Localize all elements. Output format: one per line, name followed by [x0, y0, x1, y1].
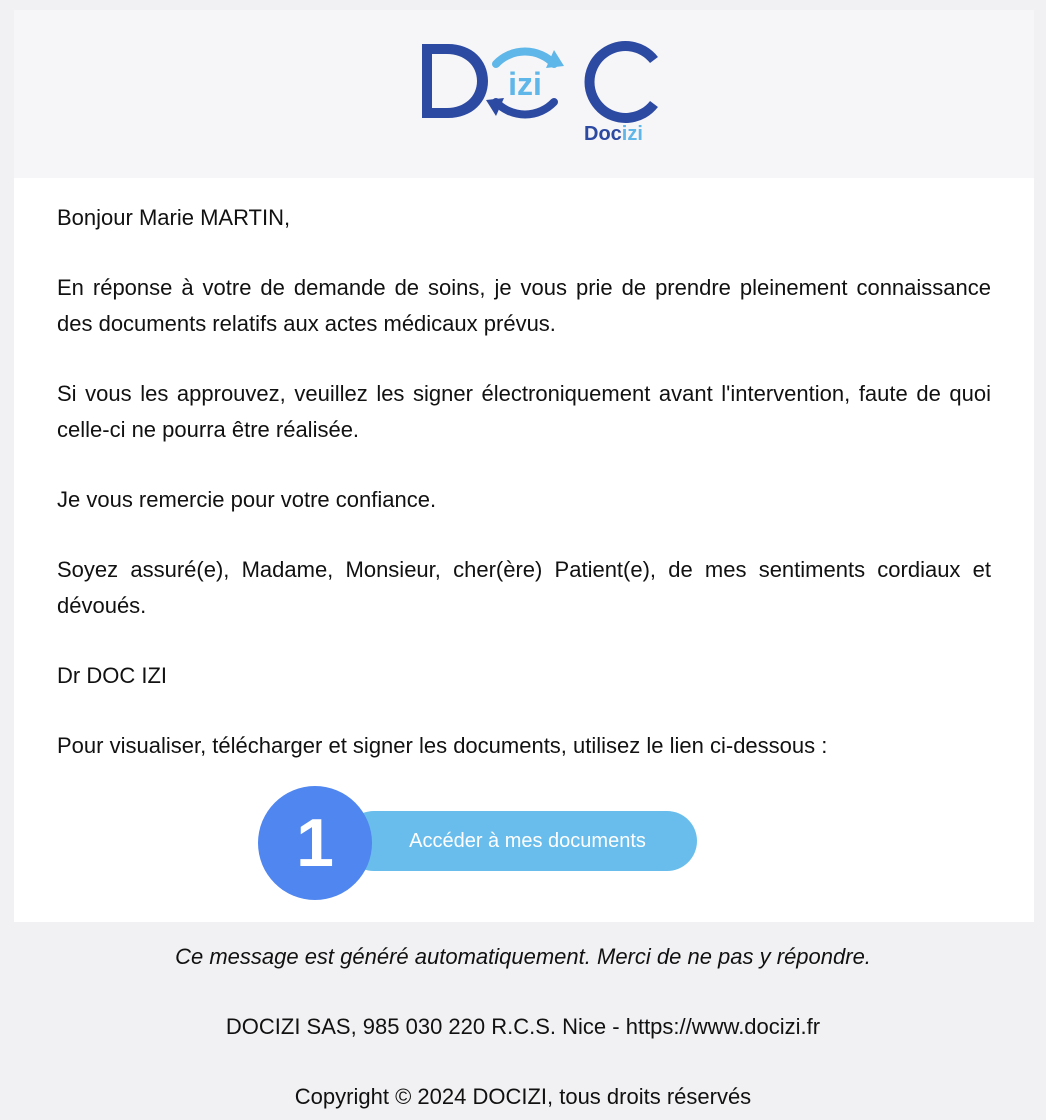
email-body	[14, 178, 1034, 764]
logo-d-shape	[422, 44, 488, 118]
email-footer	[0, 922, 1046, 1112]
logo-wordmark-izi: izi	[621, 123, 643, 145]
logo-wordmark-doc: Doc	[584, 123, 622, 145]
auto-message-notice: Ce message est généré automatiquement. Merci de ne pas y répondre.	[175, 944, 871, 969]
logo-c-shape	[590, 46, 654, 118]
step-number-badge: 1	[258, 786, 372, 900]
logo-wordmark	[584, 123, 643, 145]
signature: Dr DOC IZI	[57, 663, 167, 688]
docizi-logo	[404, 24, 664, 154]
body-paragraph-3: Je vous remercie pour votre confiance.	[57, 487, 437, 512]
logo-arrow-bottom	[496, 102, 554, 114]
body-paragraph-4: Soyez assuré(e), Madame, Monsieur, cher(ère) Patient(e), de mes sentiments cordiaux et dévoués.	[57, 557, 991, 618]
email-header	[14, 10, 1034, 178]
body-paragraph-2: Si vous les approuvez, veuillez les signer électroniquement avant l'intervention, faute de quoi celle-ci ne pourra être réalisée.	[57, 381, 991, 442]
copyright: Copyright © 2024 DOCIZI, tous droits réservés	[294, 1084, 752, 1109]
link-intro: Pour visualiser, télécharger et signer les documents, utilisez le lien ci-dessous :	[57, 733, 828, 758]
access-documents-button[interactable]: Accéder à mes documents	[344, 811, 697, 871]
email-card	[14, 10, 1034, 922]
body-paragraph-1: En réponse à votre de demande de soins, je vous prie de prendre pleinement connaissance des documents relatifs aux actes médicaux prévus.	[57, 275, 991, 336]
cta-area	[258, 786, 718, 902]
company-info: DOCIZI SAS, 985 030 220 R.C.S. Nice - https://www.docizi.fr	[225, 1014, 821, 1039]
logo-izi-text: izi	[508, 66, 542, 102]
greeting: Bonjour Marie MARTIN,	[57, 205, 291, 230]
logo-arrow-top	[496, 52, 554, 64]
